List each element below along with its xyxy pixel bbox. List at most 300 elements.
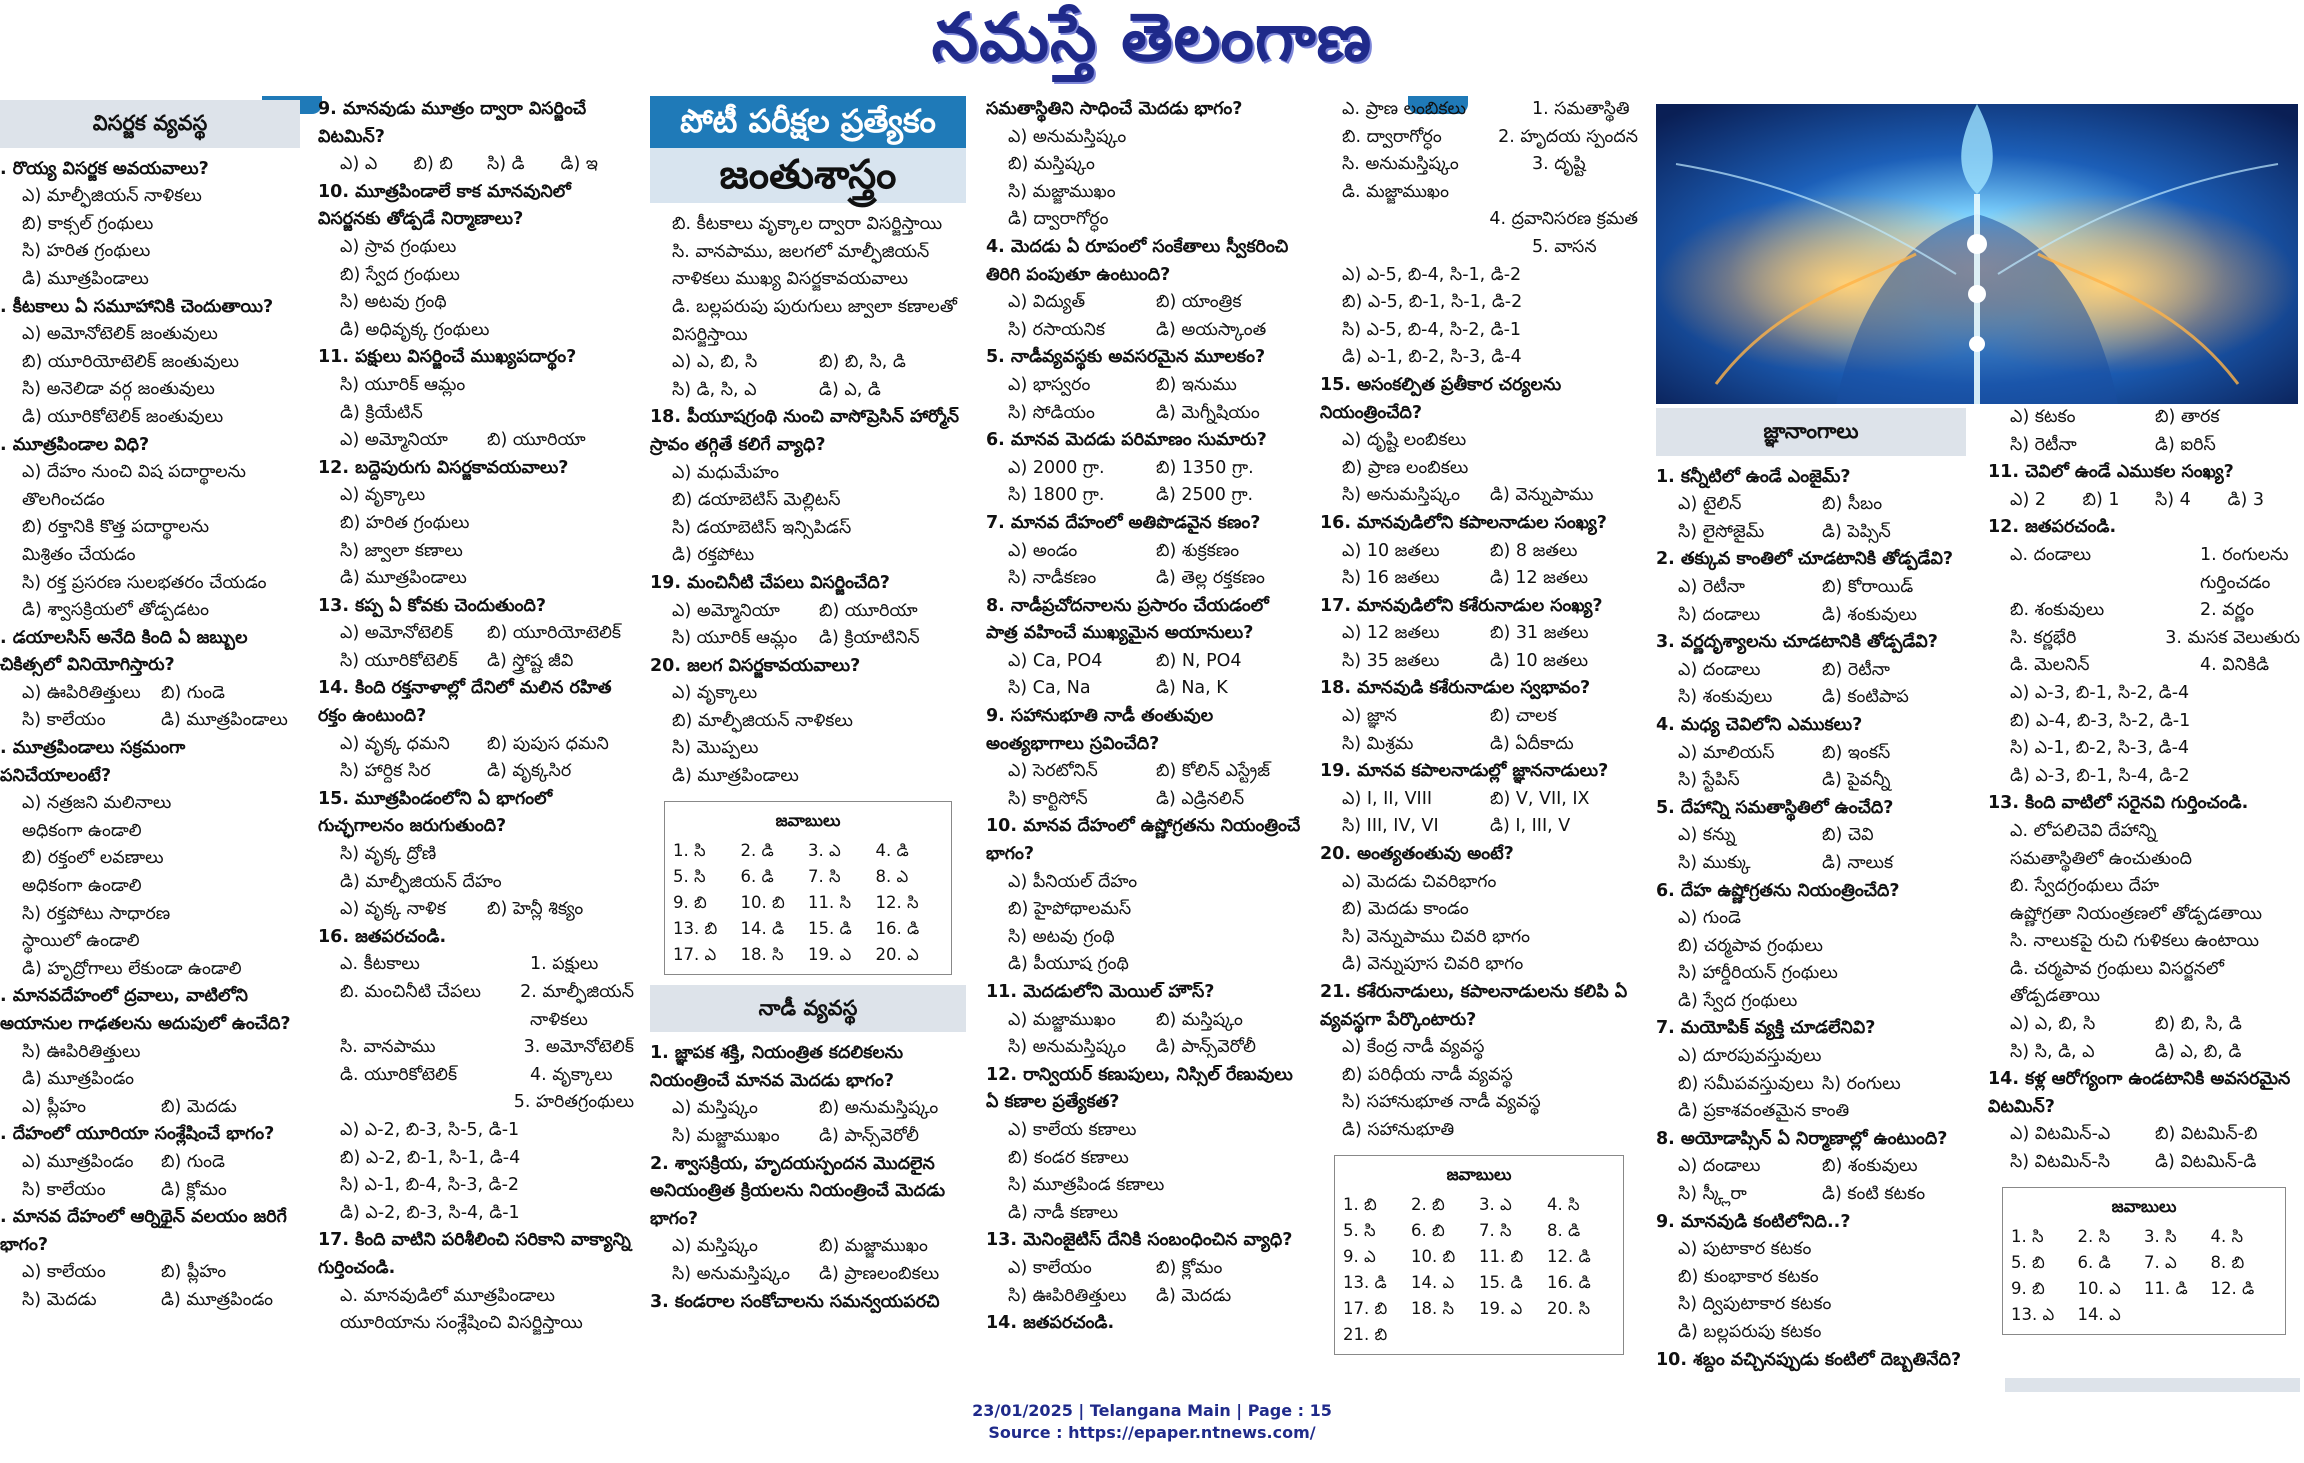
option-row (1988, 487, 2300, 515)
option-row (986, 1255, 1304, 1283)
option-text: డి) అయస్కాంత (1156, 319, 1267, 340)
option-text: తోడ్పడతాయి (2010, 986, 2100, 1007)
option-text: సి) సి, డి, ఎ (2010, 1041, 2095, 1062)
option-text: బి) మెదడు (161, 1096, 237, 1117)
answer-item: 8. డి (1547, 1220, 1581, 1240)
option-text: ఎ) అమ్మోనియా (672, 600, 780, 621)
option-row (318, 620, 634, 648)
option-text: ఎ) మాలియస్ (1678, 742, 1775, 763)
option-text: బి) బి (413, 154, 453, 175)
option-row (318, 151, 634, 179)
option-text: సి) రసాయనిక (1008, 319, 1106, 340)
option-text: సి) దండాలు (1678, 604, 1761, 625)
question-text: 3. వర్ణదృశ్యాలను చూడటానికి తోడ్పడేవి? (1656, 632, 1938, 653)
match-right: 1. రంగులను (2200, 544, 2289, 565)
option-row (986, 482, 1304, 510)
option-row (0, 1094, 300, 1122)
option-row (1656, 1071, 1966, 1099)
answer-item: 6. డి (740, 866, 774, 886)
option-row (650, 1233, 966, 1261)
option-text: బి) తారక (2155, 407, 2220, 427)
question-text: 10. మూత్రపిండాలే కాక మానవునిలో విసర్జనకు తోడ్పడే నిర్మాణాలు? (318, 181, 571, 230)
option-text: ఎ) మస్తిష్కం (672, 1098, 758, 1119)
option-text: ఎ) కేంద్ర నాడీ వ్యవస్థ (1342, 1037, 1485, 1058)
option-text: బి) అనుమస్తిష్కం (819, 1098, 939, 1119)
question-text: 1. జ్ఞాపక శక్తి, నియంత్రిత కదలికలను నియంత్రించే మానవ మెదడు భాగం? (650, 1043, 904, 1091)
option-text: ఎ) సెరటోనిన్ (1008, 761, 1098, 782)
option-text: ఎ) వృక్కాలు (340, 485, 426, 506)
option-row (1656, 602, 1966, 630)
question-text: 12. జతపరచండి. (1988, 517, 2117, 538)
option-text: ఎ) మజ్జాముఖం (1008, 1009, 1116, 1030)
option-text: సి) మూత్రపిండ కణాలు (1008, 1175, 1165, 1196)
match-row (1320, 234, 1638, 262)
option-text: సి) అనుమస్తిష్కం (672, 1264, 791, 1284)
option-text: ఎ) అమ్మోనియా (340, 430, 448, 451)
option-text: సి) స్క్లీరా (1678, 1184, 1747, 1205)
option-text: బి) 1350 గ్రా. (1156, 457, 1254, 478)
option-text: బి) సీబం (1822, 494, 1883, 515)
option-text: ఎ) కన్ను (1678, 825, 1736, 846)
section-heading: జ్ఞానాంగాలు (1656, 408, 1966, 456)
answer-item: 14. ఎ (2077, 1304, 2121, 1324)
option-text: ఎ) పీనియల్ దేహం (1008, 871, 1138, 892)
option-text: బి) కోలిన్ ఎస్ట్రేజ్ (1156, 761, 1271, 782)
option-text: బి) యూరియోటెలిక్ జంతువులు (22, 351, 239, 372)
option-text: సి) డి, సి, ఎ (672, 379, 757, 400)
answer-item: 3. ఎ (1479, 1194, 1512, 1214)
answer-item: 11. సి (808, 892, 852, 912)
option-text: ఎ) ఎ (340, 154, 378, 175)
option-row (986, 758, 1304, 786)
option-text: ఎ) దేహం నుంచి విష పదార్థాలను (22, 462, 246, 483)
option-text: డి. చర్మపావ గ్రంథులు విసర్జనలో (2010, 958, 2225, 979)
option-text: డి) ఏదీకాదు (1490, 733, 1574, 754)
match-left (2010, 570, 2200, 598)
answer-item: 8. ఎ (875, 866, 909, 886)
statement-text: బి. కీటకాలు వృక్కాల ద్వారా విసర్జిస్తాయి (672, 214, 943, 235)
option-row (650, 625, 966, 653)
answer-grid (2011, 1224, 2277, 1328)
option-row (318, 758, 634, 786)
option-text: డి) మూత్రపిండం (22, 1069, 135, 1090)
option-row (986, 675, 1304, 703)
option-text: ఎ) Ca, PO4 (1008, 650, 1103, 671)
option-text: సి) అటవు గ్రంథి (340, 292, 447, 313)
answer-box-title: జవాబులు (1446, 1164, 1512, 1184)
option-text: సి) హరిత గ్రంథులు (22, 241, 151, 262)
option-text: డి) మెగ్నీషియం (1156, 402, 1260, 423)
option-text: బి) హెన్లీ శిక్యం (487, 899, 584, 920)
option-text: ఎ) ఎ, బి, సి (2010, 1014, 2096, 1035)
option-text: ఎ) మాల్ఫీజియన్ నాళికలు (22, 186, 202, 207)
match-left: బి. ద్వారాగోర్ధం (1342, 126, 1442, 147)
option-text: డి) వృక్కసిర (487, 761, 572, 782)
option-text: బి) కుంభాకార కటకం (1678, 1266, 1819, 1287)
question-text: 15. మూత్రపిండంలోని ఏ భాగంలో గుచ్ఛగాలనం జరుగుతుంది? (318, 788, 553, 837)
match-left: బి. మంచినీటి చేపలు (340, 982, 481, 1002)
question-text: 1. కన్నీటిలో ఉండే ఎంజైమ్? (1656, 466, 1851, 487)
statement-text: డి. బల్లపరుపు పురుగులు జ్వాలా కణాలతో విసర్జిస్తాయి (672, 296, 957, 345)
answer-item: 3. ఎ (808, 840, 841, 860)
question-text: 14. కళ్ల ఆరోగ్యంగా ఉండటానికి అవసరమైన విటమిన్? (1988, 1069, 2291, 1117)
option-row (1320, 620, 1638, 648)
option-text: ఎ) పుటాకార కటకం (1678, 1239, 1812, 1260)
option-text: డి) మూత్రపిండాలు (340, 568, 467, 589)
option-text: బి) 31 జతలు (1490, 623, 1589, 644)
match-left: డి. యూరికోటెలిక్ (340, 1064, 458, 1085)
answer-item: 3. సి (2144, 1226, 2177, 1246)
option-text: బి) ఇంకస్ (1822, 742, 1891, 763)
answer-grid (673, 838, 943, 968)
option-text: ఉష్ణోగ్రతా నియంత్రణలో తోడ్పడతాయి (2010, 903, 2262, 924)
option-text: సి) డయాబెటిస్ ఇన్సిపిడస్ (672, 517, 852, 538)
page-footer (0, 1400, 2304, 1444)
question-text: సమతాస్థితిని సాధించే మెదడు భాగం? (986, 99, 1243, 119)
option-row (986, 1283, 1304, 1311)
option-row (1988, 1011, 2300, 1039)
option-text: సి) కార్టిసోన్ (1008, 788, 1088, 809)
option-text: డి) స్త్రోష్ట జీవి (487, 650, 574, 671)
option-text: ఎ) విద్యుత్ (1008, 292, 1086, 313)
option-row (1988, 1039, 2300, 1067)
option-text: ఎ) భాస్వరం (1008, 374, 1091, 395)
question-text: 18. మానవుడి కశేరునాడుల స్వభావం? (1320, 678, 1591, 699)
option-text: డి) పాన్స్‌వెరోలీ (819, 1126, 919, 1147)
option-text: యూరియాను సంశ్లేషించి విసర్జిస్తాయి (340, 1313, 583, 1334)
question-text: 4. మధ్య చెవిలోని ఎముకలు? (1656, 714, 1863, 735)
option-text: సి) జ్వాలా కణాలు (340, 540, 463, 561)
match-right: 2. మాల్ఫీజియన్ (520, 982, 634, 1002)
option-text: సి) వృక్క ద్రోణి (340, 844, 437, 865)
option-row (318, 427, 634, 455)
option-text: ఎ) మధుమేహం (672, 462, 780, 483)
question-text: 6. దేహ ఉష్ణోగ్రతను నియంత్రించేది? (1656, 880, 1900, 901)
option-text: సి) 16 జతలు (1342, 568, 1440, 589)
option-row (318, 731, 634, 759)
question-text: 5. దేహాన్ని సమతాస్థితిలో ఉంచేది? (1656, 797, 1894, 818)
option-text: డి) క్రియాటినిన్ (819, 628, 920, 649)
answer-item: 6. బి (1411, 1220, 1445, 1240)
option-row (986, 317, 1304, 345)
option-text: డి) శ్వాసక్రియలో తోడ్పడటం (22, 600, 210, 621)
option-text: సి) ఊపిరితిత్తులు (1008, 1285, 1127, 1306)
answer-item: 19. ఎ (808, 944, 852, 964)
option-row (650, 598, 966, 626)
option-row (0, 680, 300, 708)
footer-date-edition: 23/01/2025 | Telangana Main | Page : 15 (972, 1401, 1332, 1420)
option-text: సి) 35 జతలు (1342, 650, 1440, 671)
question-text: 19. మంచినీటి చేపలు విసర్జించేది? (650, 572, 890, 593)
option-text: ఎ) మూత్రపిండం (22, 1151, 134, 1172)
answer-item: 2. బి (1411, 1194, 1445, 1214)
option-text: బి) రెటీనా (1822, 659, 1890, 680)
option-text: ఎ) అమోనోటెలిక్ (340, 623, 453, 644)
answer-item: 1. సి (2011, 1226, 2044, 1246)
option-text: డి) శంకువులు (1822, 604, 1917, 625)
question-text: 7. మయోపిక్ వ్యక్తి చూడలేనివి? (1656, 1018, 1876, 1039)
option-text: బి) శంకువులు (1822, 1156, 1918, 1177)
option-text: డి) పీయూష గ్రంథి (1008, 954, 1129, 975)
answer-item: 17. ఎ (673, 944, 717, 964)
question-text: 11. చెవిలో ఉండే ఎముకల సంఖ్య? (1988, 462, 2234, 483)
option-row (1656, 519, 1966, 547)
option-text: బి) చర్మపావ గ్రంథులు (1678, 935, 1823, 956)
option-text: డి) వెన్నుపాము (1490, 485, 1594, 506)
match-right: నాళికలు (530, 1009, 588, 1030)
option-text: సి) అనెలిడా వర్గ జంతువులు (22, 379, 215, 400)
option-text: బి) హైపోథాలమస్ (1008, 899, 1132, 920)
option-row (1320, 565, 1638, 593)
option-text: డి) హృద్రోగాలు లేకుండా ఉండాలి (22, 958, 242, 979)
match-row (1988, 542, 2300, 570)
option-text: డి) నాలుక (1822, 852, 1894, 873)
option-row (650, 1095, 966, 1123)
option-text: బి) కండర కణాలు (1008, 1147, 1129, 1168)
answer-item: 9. ఎ (1343, 1246, 1376, 1266)
option-row (0, 707, 300, 735)
answer-item: 12. డి (2210, 1278, 2255, 1298)
column-nervous-system-continued (1320, 96, 1638, 1381)
question-text: 8. అయోడాప్సిన్ ఏ నిర్మాణాల్లో ఉంటుంది? (1656, 1128, 1948, 1149)
option-text: ఎ) అండం (1008, 540, 1078, 561)
match-left (340, 1007, 530, 1035)
option-row (986, 1034, 1304, 1062)
question-text: 2. శ్వాసక్రియ, హృదయస్పందన మొదలైన అనియంత్రిత క్రియలను నియంత్రించే మెదడు భాగం? (650, 1153, 946, 1229)
option-text: డి) మూత్రపిండాలు (22, 268, 149, 289)
answer-item: 4. సి (2210, 1226, 2244, 1246)
question-text: 9. సహానుభూతి నాడీ తంతువుల అంత్యభాగాలు స్రవించేది? (986, 706, 1214, 754)
option-row (650, 1261, 966, 1289)
option-text: సి) నాడీకణం (1008, 568, 1097, 589)
option-text: డి) కంటిపాప (1822, 687, 1909, 708)
option-text: బి) 8 జతలు (1490, 540, 1578, 561)
question-text: . డయాలసిస్ అనేది కింది ఏ జబ్బుల చికిత్సలో వినియోగిస్తారు? (0, 627, 248, 676)
match-left (340, 1089, 514, 1117)
option-text: బి) యూరియా (487, 430, 586, 451)
option-text: బి) ఎ-4, బి-3, సి-2, డి-1 (2010, 710, 2191, 731)
option-text: ఎ) ఊపిరితిత్తులు (22, 682, 141, 703)
option-text: డి) ప్రకాశవంతమైన కాంతి (1678, 1101, 1850, 1122)
option-text: డి) ఇ (560, 154, 598, 175)
match-row (318, 1034, 634, 1062)
option-text: బి) క్లోమం (1156, 1257, 1223, 1278)
option-row (0, 1177, 300, 1205)
option-row (318, 896, 634, 924)
question-text: 20. జలగ విసర్జకావయవాలు? (650, 655, 861, 676)
option-text: బి) N, PO4 (1156, 650, 1242, 671)
option-row (0, 1259, 300, 1287)
option-row (650, 377, 966, 405)
option-text: డి) మూత్రపిండాలు (672, 766, 799, 787)
question-text: 9. మానవుడు మూత్రం ద్వారా విసర్జించే విటమిన్? (318, 99, 587, 147)
column-nervous-system-questions (986, 96, 1304, 1381)
option-text: డి) బల్లపరుపు కటకం (1678, 1322, 1822, 1342)
option-text (520, 1200, 634, 1228)
answer-grid (1343, 1192, 1615, 1348)
option-text: ఎ) 10 జతలు (1342, 540, 1440, 561)
option-row (1320, 786, 1638, 814)
option-text: సి) సహానుభూత నాడీ వ్యవస్థ (1342, 1092, 1541, 1113)
option-text: బి) బి, సి, డి (2155, 1014, 2242, 1035)
match-left (1342, 206, 1489, 234)
option-text: సి) యూరికోటెలిక్ (340, 650, 458, 671)
option-text: బి) బి, సి, డి (819, 352, 906, 373)
match-row (1320, 124, 1638, 152)
option-text: సి) ఎ-1, బి-4, సి-3, డి-2 (340, 1175, 520, 1196)
option-text: ఎ) వృక్కాలు (672, 683, 758, 704)
option-row (1656, 1181, 1966, 1209)
option-text: బి) ప్లీహం (161, 1262, 227, 1283)
match-right: 3. దృష్టి (1532, 154, 1586, 175)
answer-item: 15. డి (1479, 1272, 1523, 1292)
answer-item: 1. బి (1343, 1194, 1377, 1214)
match-row (1320, 206, 1638, 234)
zoology-banner: జంతుశాస్త్రం (650, 148, 966, 204)
answer-item: 12. డి (1547, 1246, 1591, 1266)
option-text: బి) మజ్జాముఖం (819, 1236, 928, 1257)
match-row (1988, 570, 2300, 598)
question-text: 10. శబ్దం వచ్చినప్పుడు కంటిలో దెబ్బతినేది? (1656, 1349, 1962, 1370)
option-text: ఎ) వృక్క ధమని (340, 733, 450, 754)
question-text: 6. మానవ మెదడు పరిమాణం సుమారు? (986, 430, 1267, 451)
answer-item: 13. ఎ (2011, 1304, 2055, 1324)
option-row (1656, 1153, 1966, 1181)
option-text: ఎ) కాలేయ కణాలు (1008, 1119, 1137, 1140)
option-text: డి) విటమిన్-డి (2155, 1152, 2257, 1173)
question-text: 12. రాన్వియర్ కణుపులు, నిస్సిల్ రేణువులు ఏ కణాల ప్రత్యేకత? (986, 1064, 1293, 1113)
question-text: . రొయ్య విసర్జక అవయవాలు? (0, 158, 209, 179)
option-text: డి) ఎ, డి (819, 379, 881, 400)
option-row (986, 565, 1304, 593)
answer-box (664, 801, 952, 975)
match-left: డి. మెలనిన్ (2010, 655, 2090, 676)
option-text: డి) క్లోమం (161, 1179, 227, 1200)
option-row (1320, 731, 1638, 759)
option-text: డి) సహానుభూతి (1342, 1119, 1455, 1140)
answer-item: 10. బి (1411, 1246, 1456, 1266)
option-text: సి) లైసోజైమ్ (1678, 521, 1765, 542)
option-text: డి) ప్రాణలంబికలు (819, 1264, 940, 1284)
option-row (1320, 482, 1638, 510)
option-text: ఎ. మానవుడిలో మూత్రపిండాలు (340, 1285, 555, 1306)
option-text: బి) యూరియా (819, 600, 918, 621)
option-text: బి) కాక్సల్ గ్రంథులు (22, 213, 154, 234)
option-text: సి) 1800 గ్రా. (1008, 485, 1105, 506)
option-text: ఎ) ఎ, బి, సి (672, 352, 758, 373)
answer-item: 20. సి (1547, 1298, 1591, 1318)
section-heading: నాడీ వ్యవస్థ (650, 985, 966, 1033)
question-text: . కీటకాలు ఏ సమూహానికి చెందుతాయి? (0, 296, 274, 317)
column-excretory-system (0, 96, 300, 1381)
match-left: డి. మజ్జాముఖం (1342, 181, 1450, 202)
option-text: సి) అటవు గ్రంథి (1008, 926, 1115, 947)
option-row (1988, 432, 2300, 460)
option-text: సి) మజ్జాముఖం (1008, 181, 1116, 202)
option-row (1320, 813, 1638, 841)
question-text: 8. నాడీప్రచోదనాలను ప్రసారం చేయడంలో పాత్ర వహించే ముఖ్యమైన అయానులు? (986, 595, 1269, 644)
option-text: డి) ఎడ్రినలిన్ (1156, 788, 1245, 809)
question-text: 12. బద్దెపురుగు విసర్జకావయవాలు? (318, 457, 569, 478)
option-text: సి) హార్దిక సిర (340, 761, 431, 782)
option-text: ఎ) దూరపువస్తువులు (1678, 1046, 1822, 1067)
option-row (986, 455, 1304, 483)
match-left: బి. శంకువులు (2010, 600, 2105, 621)
option-text: ఎ) దండాలు (1678, 659, 1761, 680)
answer-item: 18. సి (1411, 1298, 1455, 1318)
match-right: 4. వృక్కాలు (530, 1064, 613, 1085)
option-row (1656, 684, 1966, 712)
match-left: ఎ. కీటకాలు (340, 954, 420, 975)
option-text: డి) ఐరిస్ (2155, 434, 2216, 455)
answer-item: 6. డి (2077, 1252, 2111, 1272)
option-row (318, 1145, 634, 1173)
option-row (318, 648, 634, 676)
option-text: డి) కంటి కటకం (1822, 1184, 1926, 1205)
footer-source: Source : https://epaper.ntnews.com/ (988, 1423, 1316, 1442)
option-text: ఎ) టైలిన్ (1678, 494, 1742, 515)
question-text: . మానవదేహంలో ద్రవాలు, వాటిలోని అయానుల గాఢతలను అదుపులో ఉంచేది? (0, 986, 291, 1034)
option-row (986, 372, 1304, 400)
answer-item: 20. ఎ (875, 944, 919, 964)
option-text: ఎ) వృక్క నాళిక (340, 899, 446, 920)
question-text: 7. మానవ దేహంలో అతిపొడవైన కణం? (986, 512, 1261, 533)
answer-item: 18. సి (740, 944, 784, 964)
option-text: ఎ) మెదడు చివరిభాగం (1342, 871, 1497, 892)
answer-box (1334, 1155, 1624, 1355)
match-right: 3. అమోనోటెలిక్ (523, 1037, 634, 1058)
option-text: బి) గుండె (161, 682, 225, 703)
option-row (986, 400, 1304, 428)
option-text: సి) అనుమస్తిష్కం (1342, 485, 1461, 506)
match-row (318, 951, 634, 979)
answer-item: 13. బి (673, 918, 718, 938)
question-text: 14. కింది రక్తనాళాల్లో దేనిలో మలిన రహిత రక్తం ఉంటుంది? (318, 678, 612, 727)
question-text: 15. అసంకల్పిత ప్రతీకార చర్యలను నియంత్రించేది? (1320, 374, 1562, 423)
option-text: ఎ) అమోనోటెలిక్ జంతువులు (22, 324, 218, 345)
answer-item: 2. సి (2077, 1226, 2111, 1246)
answer-item: 4. డి (875, 840, 909, 860)
answer-item: 7. సి (1479, 1220, 1512, 1240)
column-sense-organs-continued (1988, 404, 2300, 1381)
option-text: బి) 1 (2082, 489, 2120, 510)
option-text: డి) స్వేద గ్రంథులు (1678, 990, 1798, 1011)
option-text: సి) వెన్నుపాము చివరి భాగం (1342, 926, 1530, 947)
option-text: బి) ప్రాణ లంబికలు (1342, 457, 1469, 478)
option-text: ఎ) మస్తిష్కం (672, 1236, 758, 1257)
option-row (0, 1287, 300, 1315)
option-text: డి) ఎ-3, బి-1, సి-4, డి-2 (2010, 765, 2190, 786)
option-row (986, 1007, 1304, 1035)
option-text: సి) కాలేయం (22, 710, 106, 731)
match-right: 4. ద్రవానిసరణ క్రమత (1489, 209, 1638, 230)
option-text: డి) మాల్ఫీజియన్ దేహం (340, 871, 502, 892)
answer-item: 12. సి (875, 892, 919, 912)
option-text (519, 1117, 634, 1145)
question-text: 4. మెదడు ఏ రూపంలో సంకేతాలు స్వీకరించి తిరిగి పంపుతూ ఉంటుంది? (986, 236, 1289, 285)
answer-item: 14. డి (740, 918, 785, 938)
option-row (650, 1123, 966, 1151)
option-text: బి) డయాబెటిస్ మెల్లిటస్ (672, 490, 841, 511)
match-right: 1. పక్షులు (530, 954, 599, 975)
question-text: 21. కశేరునాడులు, కపాలనాడులను కలిపి ఏ వ్యవస్థగా పేర్కొంటారు? (1320, 982, 1628, 1030)
question-text: 11. మెదడులోని మెయిల్ హౌస్? (986, 982, 1215, 1002)
masthead (0, 0, 2304, 90)
match-left: సి. వానపాము (340, 1037, 436, 1058)
option-text: ఎ) 12 జతలు (1342, 623, 1440, 644)
option-row (1656, 740, 1966, 768)
option-text: ఎ) స్రావ గ్రంథులు (340, 236, 457, 257)
